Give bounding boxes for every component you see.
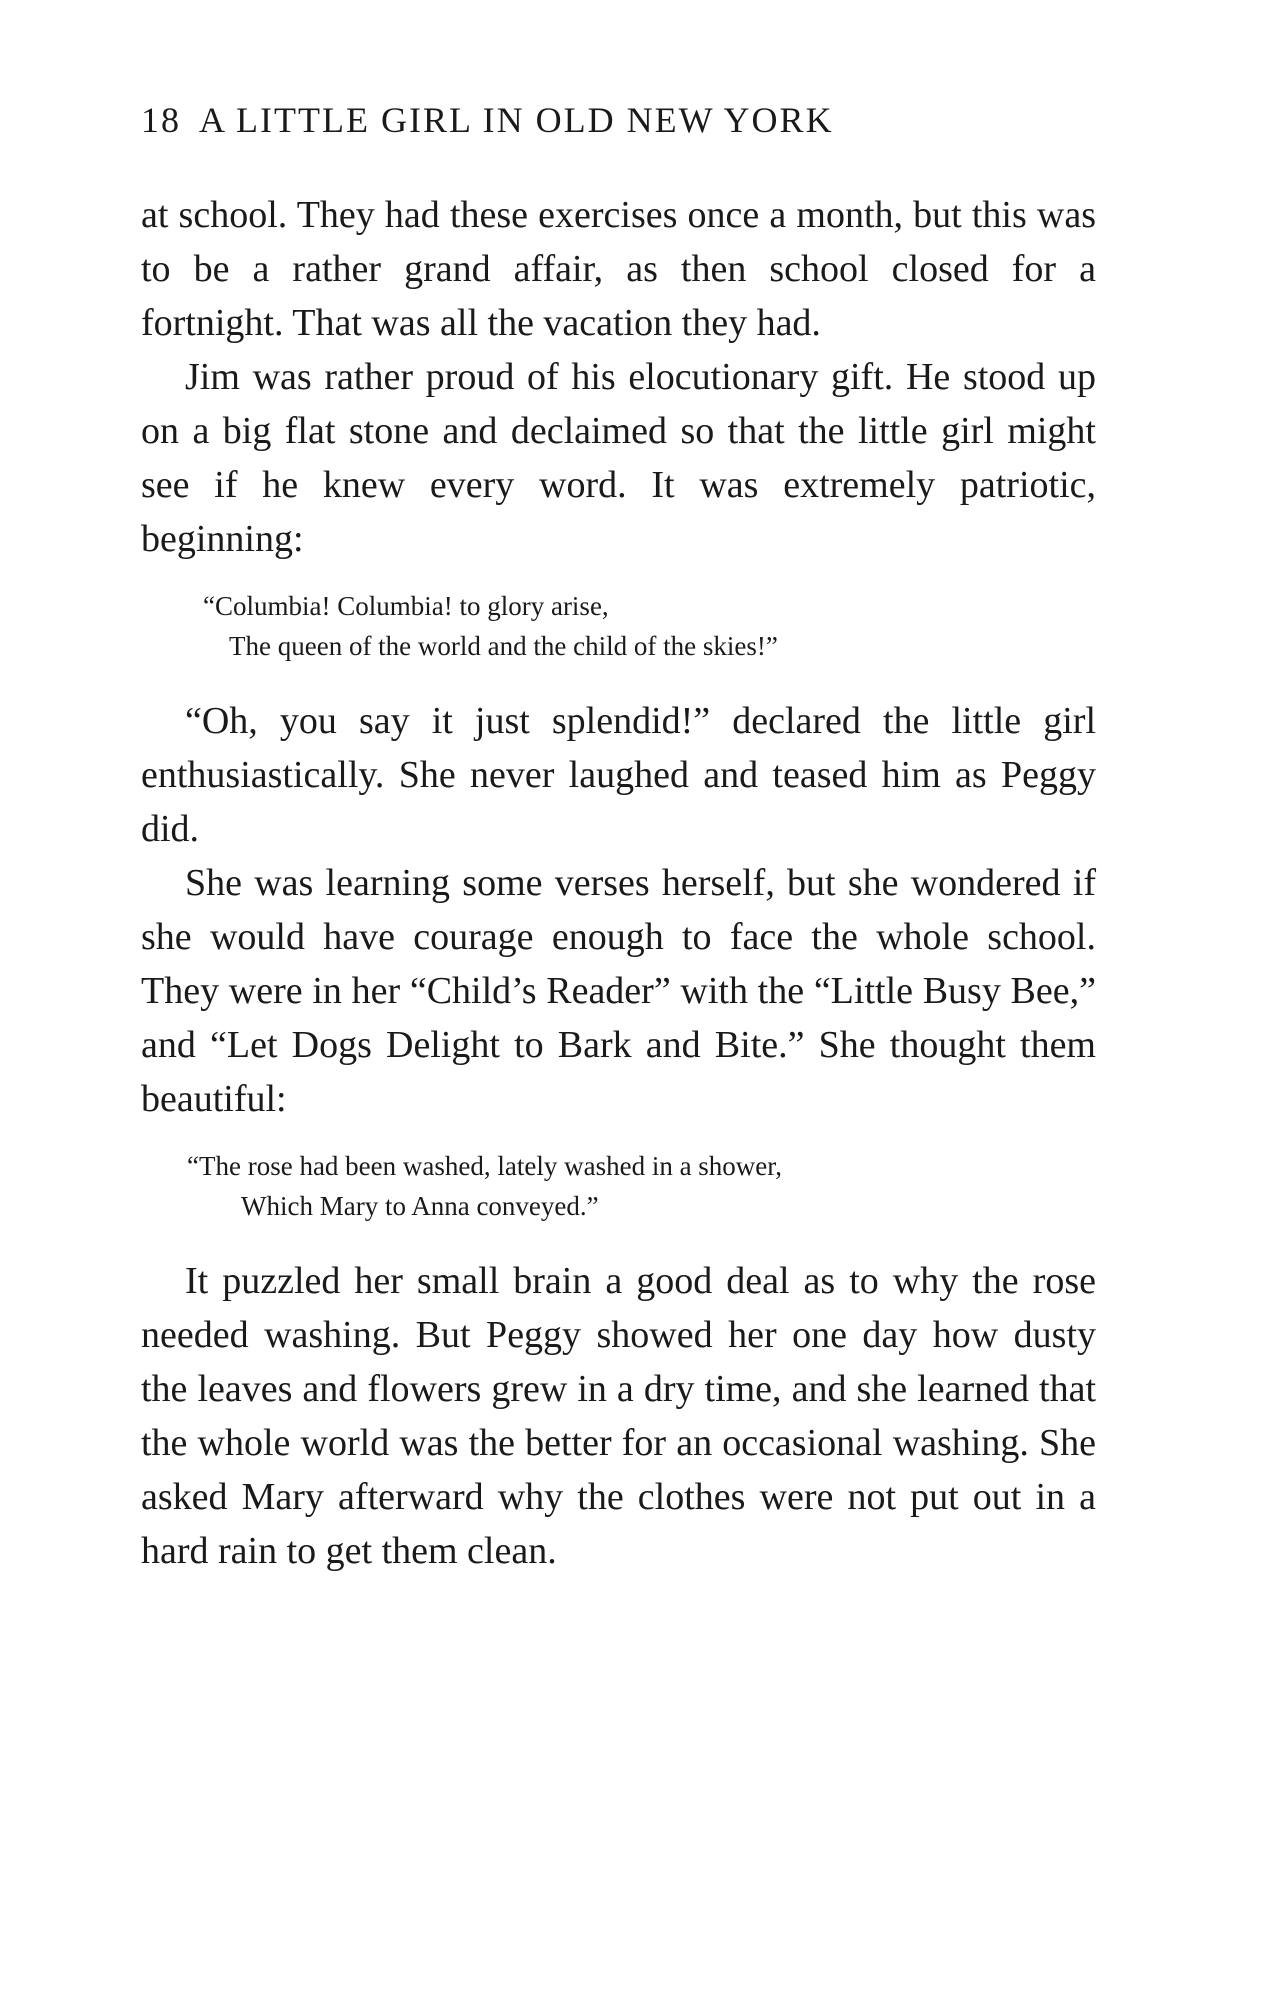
paragraph: at school. They had these exercises once a month, but this was to be a rather grand affair, as then school closed for a fortnight. That was all the vacation they had. [141, 194, 1096, 344]
verse-line: “The rose had been washed, lately washed in a shower, [187, 1151, 782, 1181]
running-header [141, 98, 1101, 142]
paragraph: She was learning some verses herself, but she wondered if she would have courage enough to face the whole school. They were in her “Child’s Reader” with the “Little Busy Bee,” and “Let Dogs Delight to Bark and Bite.” She thought them beautiful: [141, 862, 1096, 1120]
verse-line: “Columbia! Columbia! to glory arise, [203, 591, 609, 621]
page-body [141, 188, 1096, 1578]
page-number: 18 [141, 100, 181, 140]
paragraph: Jim was rather proud of his elocutionary gift. He stood up on a big flat stone and declaimed so that the little girl might see if he knew every word. It was extremely patriotic, beginning: [141, 356, 1096, 560]
verse-quote [141, 1146, 1096, 1226]
paragraph: It puzzled her small brain a good deal as to why the rose needed washing. But Peggy showed her one day how dusty the leaves and flowers grew in a dry time, and she learned that the whole world was the better for an occasional washing. She asked Mary afterward why the clothes were not put out in a hard rain to get them clean. [141, 1260, 1096, 1572]
paragraph: “Oh, you say it just splendid!” declared the little girl enthusiastically. She never laughed and teased him as Peggy did. [141, 700, 1096, 850]
running-title: A LITTLE GIRL IN OLD NEW YORK [199, 100, 834, 140]
verse-line: Which Mary to Anna conveyed.” [241, 1191, 599, 1221]
verse-line: The queen of the world and the child of the skies!” [229, 631, 778, 661]
verse-quote [141, 586, 1096, 666]
